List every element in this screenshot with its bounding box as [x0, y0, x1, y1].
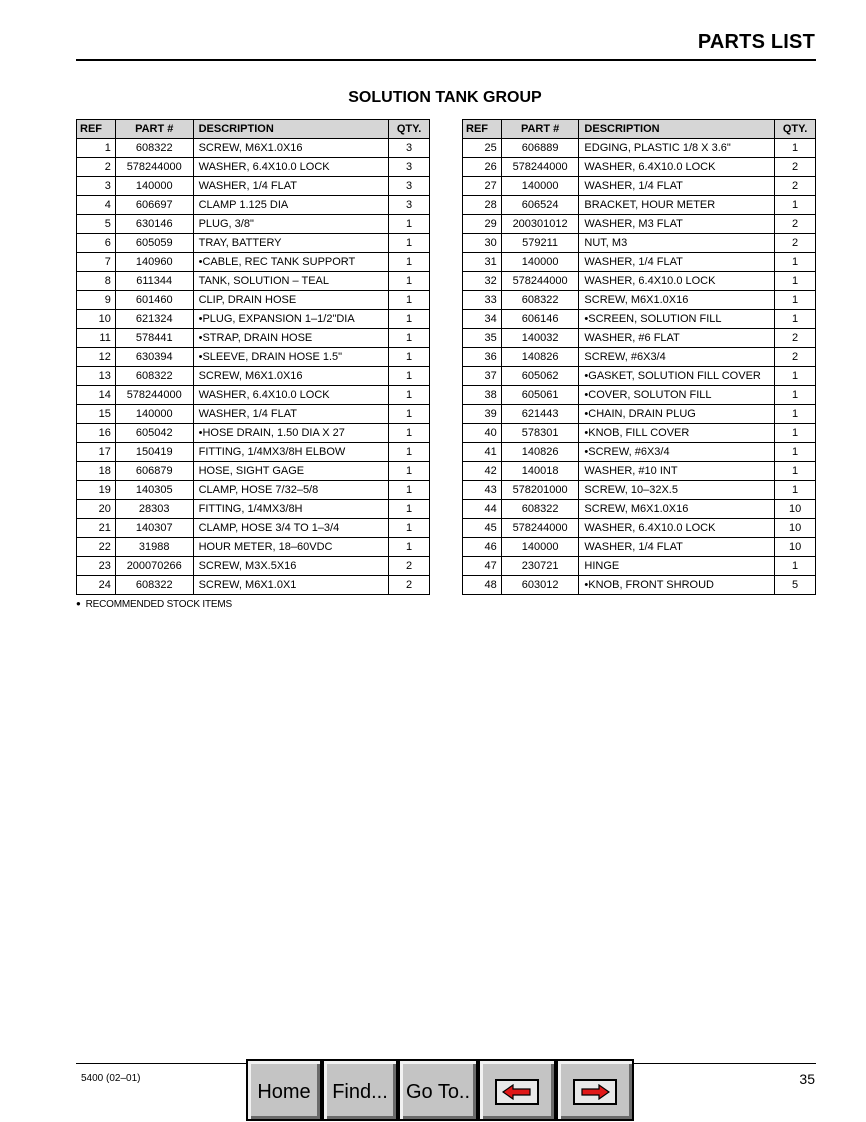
part-number-cell: 608322 [115, 139, 193, 158]
ref-cell: 35 [463, 329, 502, 348]
description-cell: SCREW, 10–32X.5 [579, 481, 775, 500]
table-row [463, 367, 816, 386]
qty-cell: 1 [389, 215, 430, 234]
ref-cell: 28 [463, 196, 502, 215]
description-cell: CLAMP 1.125 DIA [193, 196, 389, 215]
ref-cell: 19 [77, 481, 116, 500]
qty-cell: 1 [389, 405, 430, 424]
qty-cell: 1 [389, 424, 430, 443]
part-number-cell: 578201000 [501, 481, 579, 500]
column-header-description: DESCRIPTION [579, 120, 775, 139]
part-number-cell: 578244000 [115, 386, 193, 405]
qty-cell: 1 [775, 557, 816, 576]
table-row [77, 500, 430, 519]
qty-cell: 2 [775, 177, 816, 196]
table-row [77, 367, 430, 386]
description-cell: WASHER, 1/4 FLAT [193, 405, 389, 424]
ref-cell: 22 [77, 538, 116, 557]
ref-cell: 11 [77, 329, 116, 348]
description-cell: WASHER, 6.4X10.0 LOCK [193, 386, 389, 405]
table-row [463, 519, 816, 538]
footnote-text: RECOMMENDED STOCK ITEMS [85, 599, 232, 610]
description-cell: HOUR METER, 18–60VDC [193, 538, 389, 557]
table-row [77, 576, 430, 595]
part-number-cell: 578244000 [501, 519, 579, 538]
ref-cell: 6 [77, 234, 116, 253]
qty-cell: 1 [775, 424, 816, 443]
ref-cell: 25 [463, 139, 502, 158]
ref-cell: 9 [77, 291, 116, 310]
ref-cell: 3 [77, 177, 116, 196]
qty-cell: 1 [389, 538, 430, 557]
qty-cell: 1 [389, 462, 430, 481]
home-button-label: Home [257, 1080, 311, 1103]
part-number-cell: 605062 [501, 367, 579, 386]
ref-cell: 20 [77, 500, 116, 519]
goto-button[interactable] [398, 1059, 478, 1121]
description-cell: •STRAP, DRAIN HOSE [193, 329, 389, 348]
table-row [463, 310, 816, 329]
part-number-cell: 621443 [501, 405, 579, 424]
ref-cell: 26 [463, 158, 502, 177]
table-row [77, 253, 430, 272]
part-number-cell: 150419 [115, 443, 193, 462]
ref-cell: 23 [77, 557, 116, 576]
qty-cell: 1 [389, 310, 430, 329]
description-cell: SCREW, #6X3/4 [579, 348, 775, 367]
previous-page-button[interactable] [478, 1059, 556, 1121]
part-number-cell: 605059 [115, 234, 193, 253]
part-number-cell: 606879 [115, 462, 193, 481]
description-cell: WASHER, #6 FLAT [579, 329, 775, 348]
table-row [463, 329, 816, 348]
part-number-cell: 578244000 [501, 272, 579, 291]
qty-cell: 1 [775, 139, 816, 158]
part-number-cell: 605042 [115, 424, 193, 443]
ref-cell: 29 [463, 215, 502, 234]
ref-cell: 10 [77, 310, 116, 329]
qty-cell: 1 [389, 443, 430, 462]
right-arrow-icon [573, 1079, 617, 1105]
table-row [77, 557, 430, 576]
description-cell: WASHER, 6.4X10.0 LOCK [193, 158, 389, 177]
ref-cell: 2 [77, 158, 116, 177]
table-row [463, 234, 816, 253]
table-header-row [77, 120, 430, 139]
qty-cell: 2 [775, 234, 816, 253]
ref-cell: 14 [77, 386, 116, 405]
description-cell: •SLEEVE, DRAIN HOSE 1.5" [193, 348, 389, 367]
table-row [77, 177, 430, 196]
ref-cell: 21 [77, 519, 116, 538]
part-number-cell: 230721 [501, 557, 579, 576]
part-number-cell: 200070266 [115, 557, 193, 576]
description-cell: BRACKET, HOUR METER [579, 196, 775, 215]
home-button[interactable] [246, 1059, 322, 1121]
table-row [77, 481, 430, 500]
description-cell: •HOSE DRAIN, 1.50 DIA X 27 [193, 424, 389, 443]
qty-cell: 10 [775, 538, 816, 557]
qty-cell: 1 [389, 367, 430, 386]
part-number-cell: 606146 [501, 310, 579, 329]
qty-cell: 1 [775, 462, 816, 481]
part-number-cell: 606524 [501, 196, 579, 215]
ref-cell: 47 [463, 557, 502, 576]
ref-cell: 36 [463, 348, 502, 367]
table-row [463, 424, 816, 443]
description-cell: FITTING, 1/4MX3/8H [193, 500, 389, 519]
description-cell: WASHER, 1/4 FLAT [579, 538, 775, 557]
description-cell: CLAMP, HOSE 7/32–5/8 [193, 481, 389, 500]
qty-cell: 1 [775, 443, 816, 462]
description-cell: •PLUG, EXPANSION 1–1/2"DIA [193, 310, 389, 329]
ref-cell: 18 [77, 462, 116, 481]
part-number-cell: 140032 [501, 329, 579, 348]
part-number-cell: 621324 [115, 310, 193, 329]
description-cell: •SCREEN, SOLUTION FILL [579, 310, 775, 329]
part-number-cell: 601460 [115, 291, 193, 310]
description-cell: SCREW, M6X1.0X1 [193, 576, 389, 595]
table-row [77, 329, 430, 348]
table-row [463, 405, 816, 424]
part-number-cell: 630146 [115, 215, 193, 234]
description-cell: •KNOB, FRONT SHROUD [579, 576, 775, 595]
description-cell: •CHAIN, DRAIN PLUG [579, 405, 775, 424]
description-cell: •SCREW, #6X3/4 [579, 443, 775, 462]
part-number-cell: 605061 [501, 386, 579, 405]
part-number-cell: 28303 [115, 500, 193, 519]
ref-cell: 24 [77, 576, 116, 595]
ref-cell: 4 [77, 196, 116, 215]
description-cell: SCREW, M6X1.0X16 [193, 367, 389, 386]
part-number-cell: 140826 [501, 443, 579, 462]
ref-cell: 12 [77, 348, 116, 367]
qty-cell: 1 [389, 272, 430, 291]
description-cell: TANK, SOLUTION – TEAL [193, 272, 389, 291]
ref-cell: 32 [463, 272, 502, 291]
qty-cell: 2 [389, 557, 430, 576]
table-row [463, 500, 816, 519]
page-title: PARTS LIST [697, 31, 815, 53]
qty-cell: 1 [389, 481, 430, 500]
ref-cell: 40 [463, 424, 502, 443]
bullet-icon: ● [76, 599, 81, 608]
description-cell: FITTING, 1/4MX3/8H ELBOW [193, 443, 389, 462]
part-number-cell: 579211 [501, 234, 579, 253]
ref-cell: 13 [77, 367, 116, 386]
part-number-cell: 578244000 [115, 158, 193, 177]
part-number-cell: 606889 [501, 139, 579, 158]
table-row [463, 462, 816, 481]
ref-cell: 8 [77, 272, 116, 291]
part-number-cell: 140000 [115, 405, 193, 424]
description-cell: HINGE [579, 557, 775, 576]
column-header-qty: QTY. [389, 120, 430, 139]
ref-cell: 16 [77, 424, 116, 443]
description-cell: WASHER, 6.4X10.0 LOCK [579, 519, 775, 538]
qty-cell: 10 [775, 500, 816, 519]
column-header-description: DESCRIPTION [193, 120, 389, 139]
qty-cell: 2 [775, 348, 816, 367]
table-row [77, 291, 430, 310]
table-row [77, 196, 430, 215]
part-number-cell: 31988 [115, 538, 193, 557]
part-number-cell: 578244000 [501, 158, 579, 177]
qty-cell: 1 [775, 291, 816, 310]
qty-cell: 1 [775, 253, 816, 272]
parts-table-right [462, 119, 816, 595]
left-arrow-icon [495, 1079, 539, 1105]
ref-cell: 30 [463, 234, 502, 253]
table-row [463, 139, 816, 158]
qty-cell: 1 [775, 481, 816, 500]
table-row [463, 158, 816, 177]
parts-table-left [76, 119, 430, 595]
page-number: 35 [799, 1071, 815, 1087]
qty-cell: 1 [389, 348, 430, 367]
table-row [77, 139, 430, 158]
column-header-ref: REF [77, 120, 116, 139]
part-number-cell: 611344 [115, 272, 193, 291]
description-cell: SCREW, M6X1.0X16 [193, 139, 389, 158]
table-row [463, 443, 816, 462]
part-number-cell: 140000 [501, 538, 579, 557]
part-number-cell: 140000 [501, 253, 579, 272]
part-number-cell: 140000 [501, 177, 579, 196]
table-row [463, 348, 816, 367]
ref-cell: 15 [77, 405, 116, 424]
part-number-cell: 578301 [501, 424, 579, 443]
table-row [77, 234, 430, 253]
footnote [76, 599, 232, 610]
description-cell: HOSE, SIGHT GAGE [193, 462, 389, 481]
document-code: 5400 (02–01) [81, 1073, 141, 1084]
part-number-cell: 578441 [115, 329, 193, 348]
qty-cell: 1 [389, 329, 430, 348]
table-header-row [463, 120, 816, 139]
column-header-qty: QTY. [775, 120, 816, 139]
part-number-cell: 140000 [115, 177, 193, 196]
ref-cell: 48 [463, 576, 502, 595]
table-row [77, 272, 430, 291]
table-row [463, 386, 816, 405]
table-row [463, 291, 816, 310]
table-row [77, 310, 430, 329]
description-cell: •CABLE, REC TANK SUPPORT [193, 253, 389, 272]
table-row [77, 519, 430, 538]
find-button[interactable] [322, 1059, 398, 1121]
ref-cell: 31 [463, 253, 502, 272]
description-cell: •COVER, SOLUTON FILL [579, 386, 775, 405]
table-row [463, 481, 816, 500]
qty-cell: 1 [775, 386, 816, 405]
description-cell: PLUG, 3/8" [193, 215, 389, 234]
description-cell: CLAMP, HOSE 3/4 TO 1–3/4 [193, 519, 389, 538]
ref-cell: 17 [77, 443, 116, 462]
table-row [463, 253, 816, 272]
table-row [77, 462, 430, 481]
header-divider [76, 59, 816, 61]
next-page-button[interactable] [556, 1059, 634, 1121]
description-cell: WASHER, 6.4X10.0 LOCK [579, 158, 775, 177]
ref-cell: 5 [77, 215, 116, 234]
description-cell: •KNOB, FILL COVER [579, 424, 775, 443]
ref-cell: 38 [463, 386, 502, 405]
ref-cell: 42 [463, 462, 502, 481]
part-number-cell: 200301012 [501, 215, 579, 234]
table-row [77, 443, 430, 462]
description-cell: SCREW, M6X1.0X16 [579, 291, 775, 310]
table-row [463, 215, 816, 234]
part-number-cell: 140826 [501, 348, 579, 367]
qty-cell: 3 [389, 177, 430, 196]
qty-cell: 1 [389, 386, 430, 405]
table-row [463, 177, 816, 196]
table-row [77, 405, 430, 424]
description-cell: CLIP, DRAIN HOSE [193, 291, 389, 310]
table-row [77, 215, 430, 234]
part-number-cell: 140305 [115, 481, 193, 500]
part-number-cell: 603012 [501, 576, 579, 595]
column-header-part: PART # [115, 120, 193, 139]
table-row [463, 272, 816, 291]
description-cell: SCREW, M6X1.0X16 [579, 500, 775, 519]
column-header-ref: REF [463, 120, 502, 139]
table-row [77, 158, 430, 177]
description-cell: WASHER, 1/4 FLAT [193, 177, 389, 196]
description-cell: WASHER, 1/4 FLAT [579, 253, 775, 272]
qty-cell: 1 [389, 519, 430, 538]
table-row [77, 424, 430, 443]
goto-button-label: Go To.. [405, 1080, 471, 1103]
qty-cell: 2 [775, 215, 816, 234]
qty-cell: 5 [775, 576, 816, 595]
table-row [463, 557, 816, 576]
qty-cell: 3 [389, 139, 430, 158]
qty-cell: 10 [775, 519, 816, 538]
qty-cell: 1 [775, 310, 816, 329]
table-row [463, 576, 816, 595]
qty-cell: 1 [775, 367, 816, 386]
table-row [77, 386, 430, 405]
part-number-cell: 608322 [501, 500, 579, 519]
description-cell: WASHER, M3 FLAT [579, 215, 775, 234]
qty-cell: 1 [389, 253, 430, 272]
table-row [77, 538, 430, 557]
find-button-label: Find... [332, 1080, 388, 1103]
ref-cell: 34 [463, 310, 502, 329]
ref-cell: 1 [77, 139, 116, 158]
qty-cell: 2 [389, 576, 430, 595]
qty-cell: 2 [775, 158, 816, 177]
qty-cell: 1 [389, 234, 430, 253]
description-cell: NUT, M3 [579, 234, 775, 253]
qty-cell: 1 [775, 272, 816, 291]
ref-cell: 45 [463, 519, 502, 538]
qty-cell: 1 [389, 291, 430, 310]
table-row [463, 538, 816, 557]
ref-cell: 33 [463, 291, 502, 310]
part-number-cell: 606697 [115, 196, 193, 215]
qty-cell: 1 [775, 196, 816, 215]
description-cell: WASHER, 1/4 FLAT [579, 177, 775, 196]
part-number-cell: 608322 [501, 291, 579, 310]
description-cell: EDGING, PLASTIC 1/8 X 3.6" [579, 139, 775, 158]
ref-cell: 46 [463, 538, 502, 557]
qty-cell: 2 [775, 329, 816, 348]
part-number-cell: 140018 [501, 462, 579, 481]
table-row [77, 348, 430, 367]
description-cell: •GASKET, SOLUTION FILL COVER [579, 367, 775, 386]
part-number-cell: 608322 [115, 367, 193, 386]
section-title: SOLUTION TANK GROUP [348, 89, 542, 106]
description-cell: TRAY, BATTERY [193, 234, 389, 253]
table-row [463, 196, 816, 215]
qty-cell: 3 [389, 196, 430, 215]
part-number-cell: 140960 [115, 253, 193, 272]
column-header-part: PART # [501, 120, 579, 139]
ref-cell: 39 [463, 405, 502, 424]
ref-cell: 43 [463, 481, 502, 500]
qty-cell: 1 [775, 405, 816, 424]
description-cell: SCREW, M3X.5X16 [193, 557, 389, 576]
ref-cell: 44 [463, 500, 502, 519]
description-cell: WASHER, #10 INT [579, 462, 775, 481]
qty-cell: 1 [389, 500, 430, 519]
ref-cell: 41 [463, 443, 502, 462]
qty-cell: 3 [389, 158, 430, 177]
ref-cell: 7 [77, 253, 116, 272]
part-number-cell: 630394 [115, 348, 193, 367]
part-number-cell: 140307 [115, 519, 193, 538]
description-cell: WASHER, 6.4X10.0 LOCK [579, 272, 775, 291]
ref-cell: 27 [463, 177, 502, 196]
part-number-cell: 608322 [115, 576, 193, 595]
ref-cell: 37 [463, 367, 502, 386]
